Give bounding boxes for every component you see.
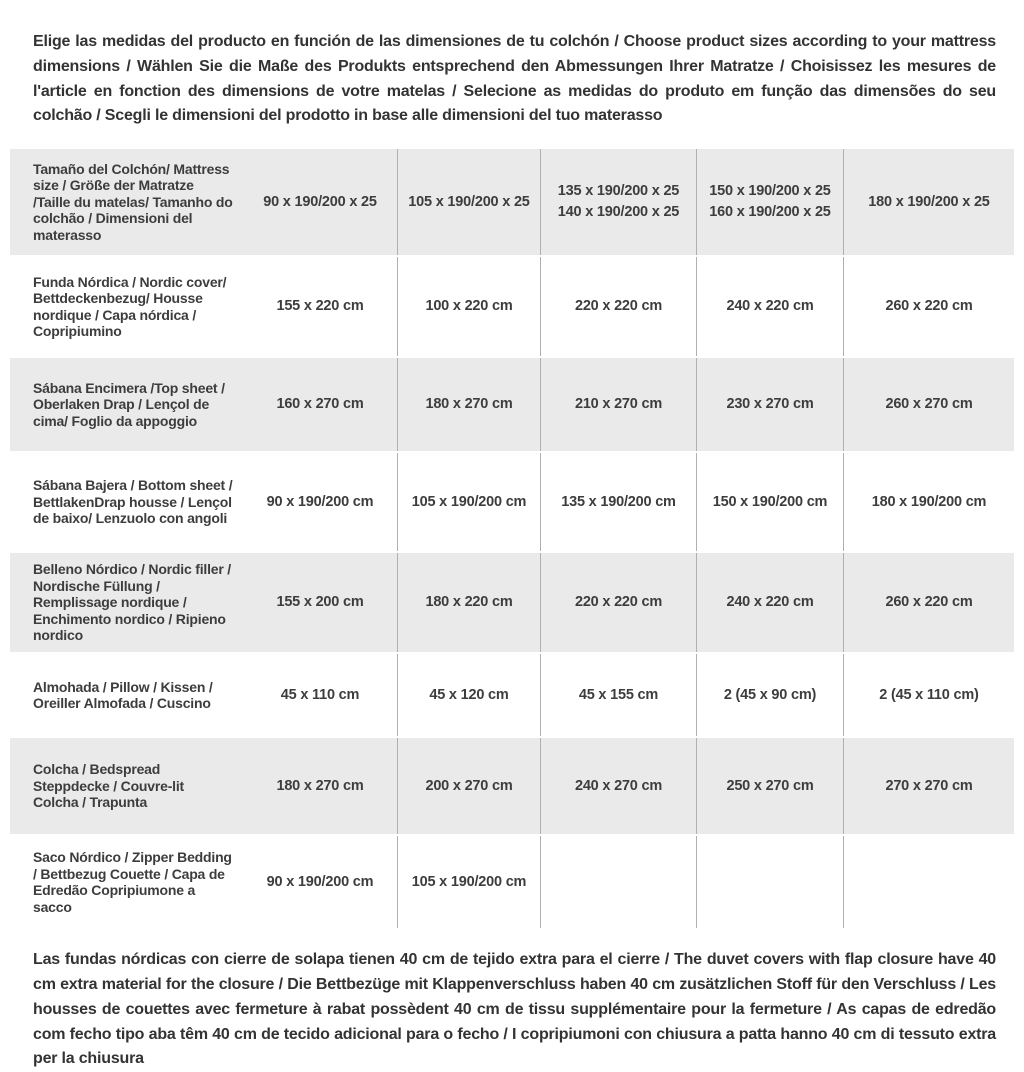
size-value-line: 240 x 270 cm: [574, 777, 663, 794]
size-value-cell: [696, 738, 843, 834]
size-value-cell: [696, 453, 843, 551]
size-value-cell: [397, 836, 540, 928]
size-value-cell: [696, 654, 843, 736]
column-header-label: Tamaño del Colchón/ Mattress size / Größe der Matratze /Taille du matelas/ Tamanho do colchão / Dimensioni del materasso: [33, 160, 233, 243]
size-value-cell: [397, 738, 540, 834]
size-value-cell: [243, 836, 397, 928]
size-value-cell: [696, 257, 843, 356]
size-value-line: 240 x 220 cm: [726, 298, 814, 315]
size-value-cell: [540, 553, 696, 652]
size-value-line: 180 x 220 cm: [425, 594, 513, 611]
size-value-line: 160 x 190/200 x 25: [709, 204, 831, 221]
size-value-line: 45 x 120 cm: [429, 686, 509, 703]
row-label: Colcha / Bedspread Steppdecke / Couvre-lit Colcha / Trapunta: [33, 761, 184, 811]
size-value-line: 210 x 270 cm: [574, 396, 663, 413]
size-value-line: 140 x 190/200 x 25: [557, 204, 680, 221]
mattress-size-header-cell: [397, 149, 540, 255]
size-value-cell: [397, 358, 540, 451]
table-row: [10, 257, 1014, 356]
size-value-cell: [243, 257, 397, 356]
size-value-cell: [843, 738, 1014, 834]
size-value-line: 160 x 270 cm: [276, 396, 364, 413]
size-value-cell: [540, 358, 696, 451]
size-value-line: 200 x 270 cm: [425, 777, 513, 794]
size-value-line: 105 x 190/200 cm: [411, 873, 527, 890]
table-row: [10, 551, 1014, 654]
size-value-line: 260 x 220 cm: [885, 298, 973, 315]
mattress-size-header-cell: [540, 149, 696, 255]
size-value-cell: [243, 553, 397, 652]
size-value-cell: [397, 257, 540, 356]
size-value-line: 230 x 270 cm: [726, 396, 814, 413]
size-value-line: 45 x 110 cm: [280, 686, 360, 703]
size-value-line: 100 x 220 cm: [425, 298, 513, 315]
size-value-line: 150 x 190/200 x 25: [709, 183, 831, 200]
row-label: Sábana Encimera /Top sheet / Oberlaken Drap / Lençol de cima/ Foglio da appoggio: [33, 379, 225, 429]
row-label: Sábana Bajera / Bottom sheet / BettlakenDrap housse / Lençol de baixo/ Lenzuolo con angoli: [33, 477, 233, 527]
size-value-line: 90 x 190/200 cm: [266, 493, 374, 510]
size-value-cell: [843, 836, 1014, 928]
size-value-line: 2 (45 x 110 cm): [879, 686, 979, 703]
size-value-line: 105 x 190/200 cm: [411, 493, 527, 510]
size-value-line: 220 x 220 cm: [574, 298, 663, 315]
mattress-size-header-cell: [843, 149, 1014, 255]
intro-text: Elige las medidas del producto en función de las dimensiones de tu colchón / Choose product sizes according to your mattress dimensions / Wählen Sie die Maße des Produkts entsprechend den Abmessungen Ihrer Matratze / Choisissez les mesures de l'article en fonction des dimensions de votre matelas / Selecione as medidas do produto em função das dimensões do seu colchão / Scegli le dimensioni del prodotto in base alle dimensioni del tuo materasso: [33, 33, 996, 125]
size-value-line: 260 x 220 cm: [885, 594, 973, 611]
size-value-line: 135 x 190/200 cm: [561, 493, 676, 510]
size-value-line: 45 x 155 cm: [578, 686, 659, 703]
size-value-line: 180 x 270 cm: [425, 396, 513, 413]
mattress-size-header-cell: [243, 149, 397, 255]
size-value-line: 155 x 200 cm: [276, 594, 364, 611]
size-value-line: 135 x 190/200 x 25: [557, 183, 680, 200]
size-value-cell: [843, 553, 1014, 652]
table-row: [10, 836, 1014, 928]
table-row: [10, 654, 1014, 736]
size-value-cell: [843, 358, 1014, 451]
table-row: [10, 453, 1014, 551]
row-label: Saco Nórdico / Zipper Bedding / Bettbezug Couette / Capa de Edredão Copripiumone a sacco: [33, 849, 232, 915]
size-value-cell: [243, 453, 397, 551]
size-value-cell: [540, 738, 696, 834]
row-label: Almohada / Pillow / Kissen / Oreiller Almofada / Cuscino: [33, 678, 213, 712]
size-value-line: 105 x 190/200 x 25: [408, 193, 530, 210]
size-value-line: 180 x 190/200 cm: [871, 493, 987, 510]
row-label: Funda Nórdica / Nordic cover/ Bettdeckenbezug/ Housse nordique / Capa nórdica / Copripiumino: [33, 273, 227, 340]
size-value-cell: [696, 836, 843, 928]
table-header-row: [10, 147, 1014, 257]
size-value-cell: [540, 257, 696, 356]
size-value-line: 180 x 270 cm: [276, 777, 364, 794]
size-value-cell: [843, 453, 1014, 551]
mattress-size-header-cell: [696, 149, 843, 255]
size-value-cell: [696, 358, 843, 451]
size-value-cell: [696, 553, 843, 652]
size-value-line: 240 x 220 cm: [726, 594, 814, 611]
size-value-line: 250 x 270 cm: [726, 777, 814, 794]
row-label: Belleno Nórdico / Nordic filler / Nordische Füllung / Remplissage nordique / Enchimento nordico / Ripieno nordico: [33, 561, 231, 644]
size-value-cell: [843, 257, 1014, 356]
table-row: [10, 736, 1014, 836]
size-value-cell: [843, 654, 1014, 736]
size-value-cell: [397, 553, 540, 652]
size-value-cell: [397, 654, 540, 736]
size-value-line: 260 x 270 cm: [885, 396, 973, 413]
size-table: [10, 147, 1014, 928]
size-value-cell: [243, 738, 397, 834]
size-value-line: 90 x 190/200 x 25: [263, 193, 377, 210]
size-value-cell: [540, 453, 696, 551]
size-value-cell: [397, 453, 540, 551]
size-value-line: 2 (45 x 90 cm): [723, 686, 817, 703]
size-value-cell: [243, 358, 397, 451]
footnote-text: Las fundas nórdicas con cierre de solapa tienen 40 cm de tejido extra para el cierre / The duvet covers with flap closure have 40 cm extra material for the closure / Die Bettbezüge mit Klappenverschluss haben 40 cm zusätzlichen Stoff für den Verschluss / Les housses de couettes avec fermeture à rabat possèdent 40 cm de tissu supplémentaire pour la fermeture / As capas de edredão com fecho tipo aba têm 40 cm de tecido adicional para o fecho / I copripiumoni con chiusura a patta hanno 40 cm di tessuto extra per la chiusura: [33, 951, 996, 1068]
size-value-line: 150 x 190/200 cm: [712, 493, 828, 510]
size-value-cell: [540, 836, 696, 928]
size-value-cell: [243, 654, 397, 736]
size-value-cell: [540, 654, 696, 736]
size-value-line: 155 x 220 cm: [276, 298, 364, 315]
size-value-line: 180 x 190/200 x 25: [868, 193, 990, 210]
size-value-line: 270 x 270 cm: [885, 777, 973, 794]
size-value-line: 220 x 220 cm: [574, 594, 663, 611]
table-row: [10, 356, 1014, 453]
size-value-line: 90 x 190/200 cm: [266, 873, 374, 890]
